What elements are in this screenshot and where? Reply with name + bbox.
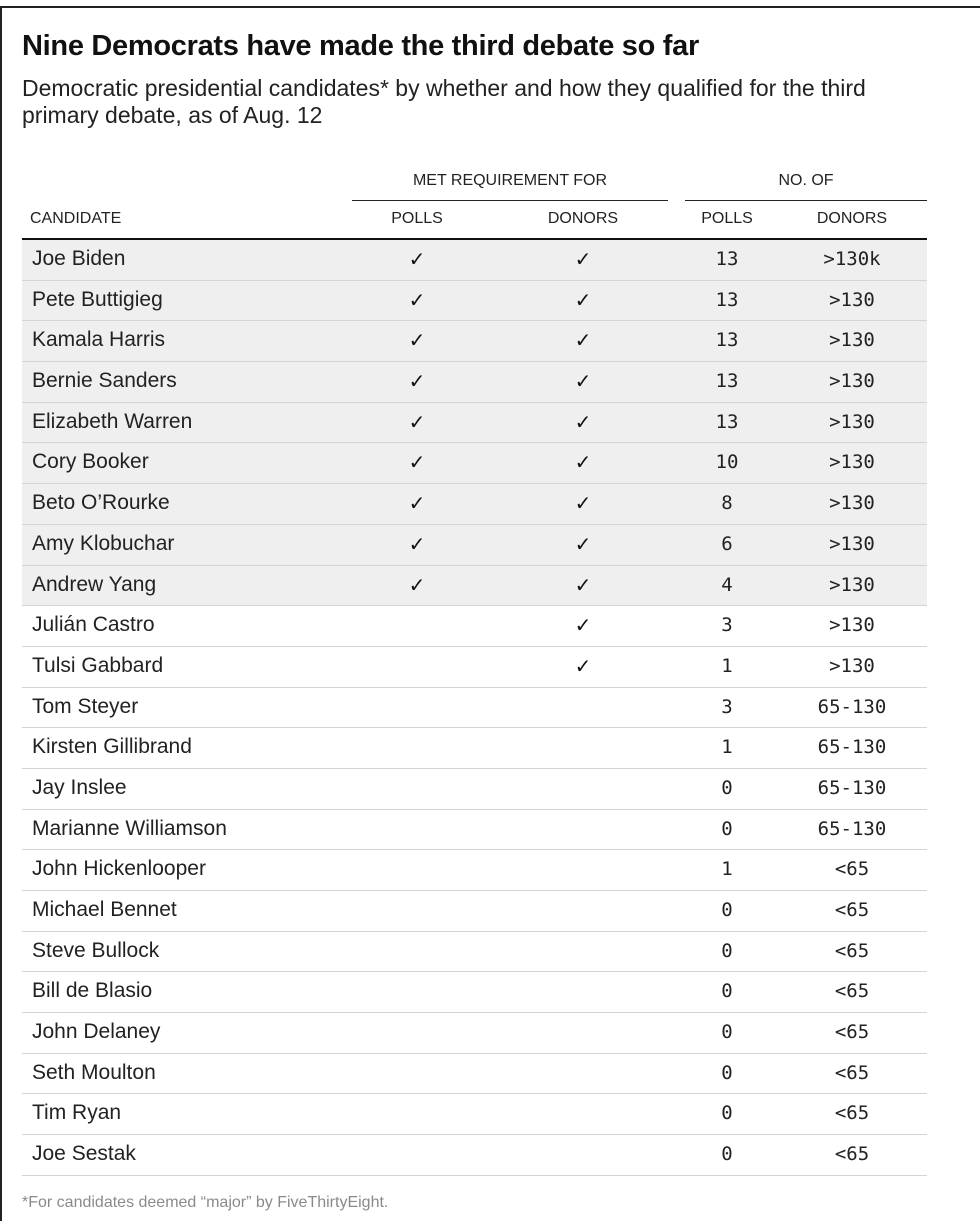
polls-count: 0 (721, 1102, 733, 1125)
candidate-name: Jay Inslee (32, 775, 127, 799)
donors-count: >130 (829, 288, 875, 311)
table-row (22, 484, 927, 525)
table-row (22, 1013, 927, 1054)
candidate-name: Kamala Harris (32, 328, 166, 352)
met-donors-checkmark (563, 850, 603, 888)
donors-count: <65 (834, 899, 870, 921)
table-row (22, 932, 927, 973)
donors-count: 65-130 (817, 695, 887, 718)
frame-top-border (0, 6, 980, 8)
candidate-table-body (22, 240, 927, 1176)
met-polls-checkmark (397, 891, 437, 929)
polls-count: 0 (721, 776, 733, 799)
donors-count: 65-130 (817, 736, 887, 759)
candidate-name: Julián Castro (32, 613, 155, 637)
met-polls-checkmark: ✓ (408, 287, 426, 312)
met-donors-checkmark (563, 810, 603, 848)
met-polls-checkmark (397, 932, 437, 970)
donors-count: >130k (823, 248, 881, 270)
met-polls-checkmark: ✓ (408, 450, 426, 475)
met-polls-checkmark: ✓ (408, 409, 426, 434)
candidate-name: Cory Booker (32, 450, 149, 474)
column-header-met-polls: POLLS (391, 210, 443, 227)
met-polls-checkmark: ✓ (408, 247, 426, 271)
met-polls-checkmark (397, 1054, 437, 1092)
candidate-name: Amy Klobuchar (32, 531, 175, 555)
polls-count: 1 (721, 654, 733, 677)
polls-count: 6 (721, 532, 733, 555)
met-donors-checkmark: ✓ (574, 450, 592, 475)
table-row (22, 850, 927, 891)
column-header-num-polls: POLLS (701, 210, 753, 227)
donors-count: <65 (834, 1102, 870, 1125)
polls-count: 0 (721, 899, 733, 921)
candidate-name: Joe Biden (32, 247, 126, 270)
met-donors-checkmark (563, 1135, 603, 1173)
polls-count: 13 (715, 370, 739, 393)
table-row (22, 647, 927, 688)
candidate-name: Beto O’Rourke (32, 491, 170, 515)
met-donors-checkmark: ✓ (574, 247, 592, 271)
table-row (22, 525, 927, 566)
donors-count: <65 (834, 1021, 870, 1044)
met-donors-checkmark (563, 1013, 603, 1051)
chart-title: Nine Democrats have made the third debate so far (22, 30, 699, 62)
table-row (22, 769, 927, 810)
polls-count: 13 (715, 288, 739, 311)
polls-count: 0 (721, 1061, 733, 1084)
met-donors-checkmark (563, 891, 603, 929)
polls-count: 8 (721, 492, 733, 515)
donors-count: >130 (829, 654, 875, 677)
column-header-candidate: CANDIDATE (30, 210, 122, 227)
table-row (22, 606, 927, 647)
polls-count: 0 (721, 939, 733, 962)
table-row (22, 240, 927, 281)
met-donors-checkmark: ✓ (574, 531, 592, 556)
candidate-name: Tulsi Gabbard (32, 653, 164, 677)
met-polls-checkmark (397, 769, 437, 807)
group-header-count: NO. OF (778, 172, 834, 189)
polls-count: 0 (721, 1143, 733, 1166)
met-polls-checkmark (397, 688, 437, 726)
candidate-name: John Delaney (32, 1020, 161, 1044)
polls-count: 1 (721, 736, 733, 759)
chart-subtitle: Democratic presidential candidates* by whether and how they qualified for the third primary debate, as of Aug. 12 (22, 75, 866, 128)
met-donors-checkmark: ✓ (574, 287, 592, 312)
table-row (22, 728, 927, 769)
table-row (22, 403, 927, 444)
candidate-name: Pete Buttigieg (32, 287, 163, 311)
candidate-name: Andrew Yang (32, 572, 157, 596)
donors-count: >130 (829, 492, 875, 515)
frame-left-border (0, 6, 2, 1221)
polls-count: 0 (721, 980, 733, 1003)
met-polls-checkmark: ✓ (408, 328, 426, 353)
donors-count: >130 (829, 329, 875, 352)
met-donors-checkmark (563, 972, 603, 1010)
donors-count: >130 (829, 451, 875, 474)
met-polls-checkmark (397, 1135, 437, 1173)
donors-count: >130 (829, 370, 875, 393)
column-header-num-donors: DONORS (816, 210, 888, 227)
met-donors-checkmark (563, 728, 603, 766)
table-row (22, 321, 927, 362)
met-polls-checkmark (397, 1094, 437, 1132)
met-polls-checkmark (397, 1013, 437, 1051)
candidate-name: Joe Sestak (32, 1142, 136, 1166)
donors-count: >130 (829, 410, 875, 433)
candidate-name: Elizabeth Warren (32, 409, 193, 433)
met-polls-checkmark (397, 647, 437, 685)
met-polls-checkmark (397, 810, 437, 848)
met-polls-checkmark (397, 850, 437, 888)
table-row (22, 688, 927, 729)
polls-count: 13 (715, 329, 739, 352)
met-donors-checkmark: ✓ (574, 653, 592, 678)
met-donors-checkmark: ✓ (574, 613, 592, 638)
donors-count: 65-130 (817, 776, 887, 799)
met-polls-checkmark (397, 972, 437, 1010)
table-row (22, 891, 927, 932)
donors-count: <65 (834, 1143, 870, 1166)
polls-count: 10 (715, 451, 739, 474)
table-row (22, 443, 927, 484)
table-row (22, 810, 927, 851)
candidate-name: Tom Steyer (32, 694, 139, 718)
donors-count: >130 (829, 573, 875, 596)
met-polls-checkmark (397, 606, 437, 644)
candidate-name: Tim Ryan (32, 1101, 122, 1125)
met-donors-checkmark: ✓ (574, 491, 592, 516)
candidate-name: Michael Bennet (32, 898, 177, 921)
candidate-name: Kirsten Gillibrand (32, 735, 192, 759)
met-donors-checkmark (563, 769, 603, 807)
polls-count: 13 (715, 410, 739, 433)
candidate-name: Bernie Sanders (32, 369, 177, 393)
table-row (22, 362, 927, 403)
candidate-name: John Hickenlooper (32, 857, 206, 881)
met-polls-checkmark: ✓ (408, 491, 426, 516)
met-polls-checkmark: ✓ (408, 369, 426, 394)
table-row (22, 972, 927, 1013)
donors-count: >130 (829, 614, 875, 637)
polls-count: 0 (721, 1021, 733, 1044)
donors-count: <65 (834, 939, 870, 962)
candidate-name: Seth Moulton (32, 1060, 156, 1084)
column-header-met-donors: DONORS (547, 210, 619, 227)
met-polls-checkmark: ✓ (408, 572, 426, 597)
candidate-name: Steve Bullock (32, 938, 160, 962)
met-polls-checkmark: ✓ (408, 531, 426, 556)
table-row (22, 281, 927, 322)
met-donors-checkmark: ✓ (574, 572, 592, 597)
polls-count: 3 (721, 614, 733, 637)
donors-count: <65 (834, 858, 870, 881)
met-donors-checkmark: ✓ (574, 369, 592, 394)
group-rule-count (685, 200, 927, 201)
donors-count: >130 (829, 532, 875, 555)
table-row (22, 1094, 927, 1135)
polls-count: 13 (715, 248, 739, 270)
candidate-name: Bill de Blasio (32, 979, 153, 1003)
polls-count: 4 (721, 573, 733, 596)
met-donors-checkmark (563, 1054, 603, 1092)
candidate-name: Marianne Williamson (32, 816, 227, 840)
met-donors-checkmark (563, 1094, 603, 1132)
met-donors-checkmark (563, 932, 603, 970)
met-donors-checkmark: ✓ (574, 328, 592, 353)
table-row (22, 1054, 927, 1095)
table-row (22, 566, 927, 607)
polls-count: 1 (721, 858, 733, 881)
polls-count: 0 (721, 817, 733, 840)
met-donors-checkmark: ✓ (574, 409, 592, 434)
footnote: *For candidates deemed “major” by FiveThirtyEight. (22, 1194, 389, 1211)
met-polls-checkmark (397, 728, 437, 766)
group-header-met-requirement: MET REQUIREMENT FOR (412, 172, 608, 189)
polls-count: 3 (721, 695, 733, 718)
donors-count: <65 (834, 980, 870, 1003)
donors-count: 65-130 (817, 817, 887, 840)
donors-count: <65 (834, 1061, 870, 1084)
table-row (22, 1135, 927, 1176)
met-donors-checkmark (563, 688, 603, 726)
group-rule-met-requirement (352, 200, 668, 201)
